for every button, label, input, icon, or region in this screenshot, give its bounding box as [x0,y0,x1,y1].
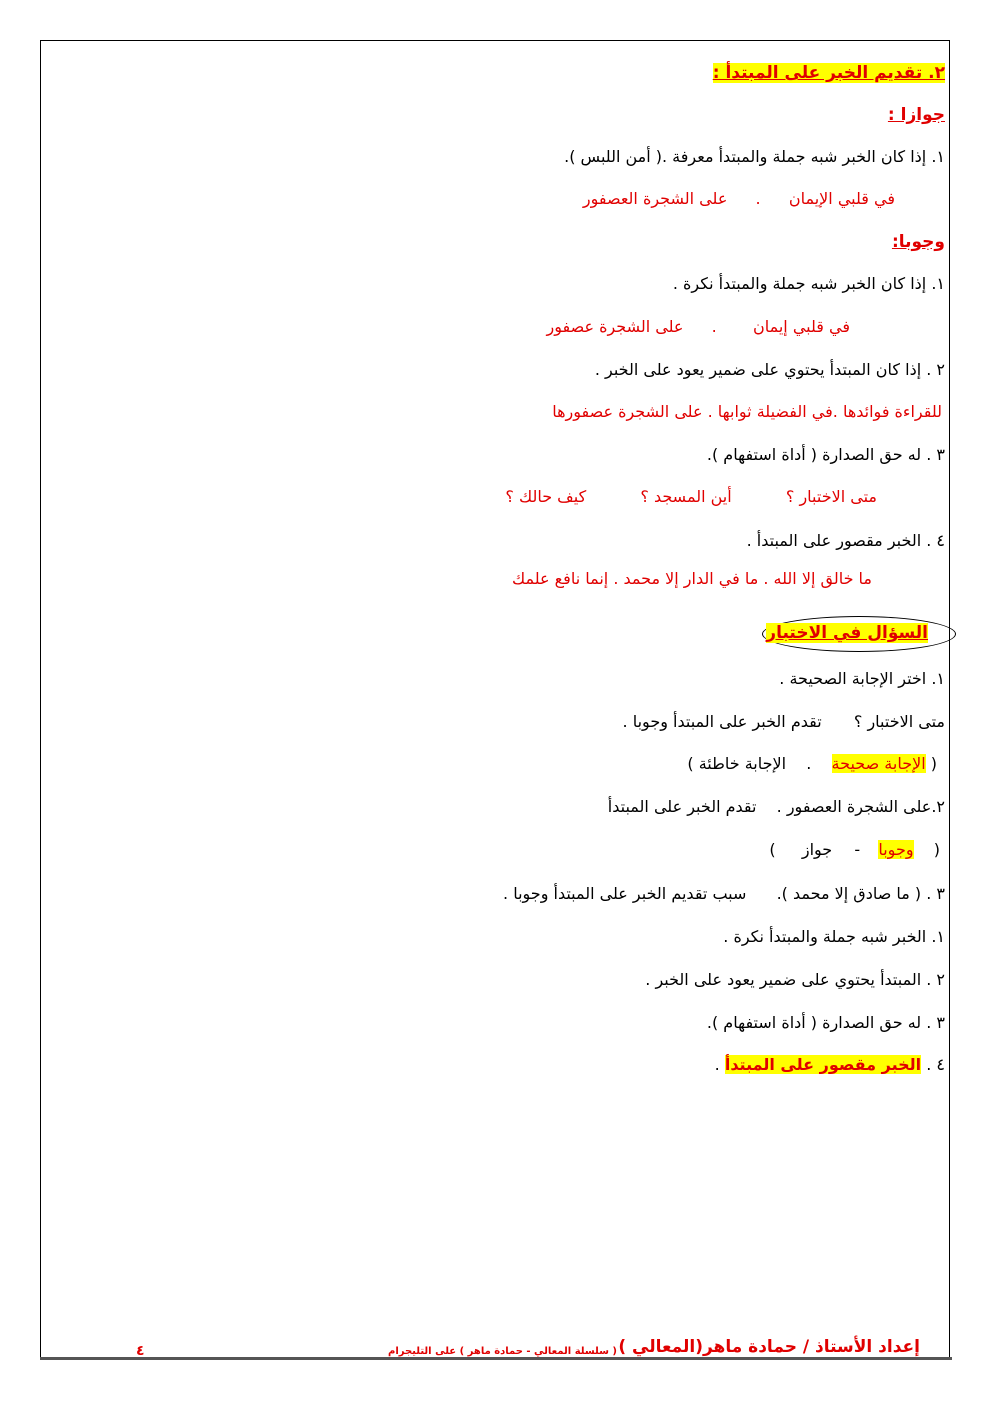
exam-option-2: ٢ . المبتدأ يحتوي على ضمير يعود على الخبر . [645,970,945,989]
wujuban-rule-4-example: ما خالق إلا الله . ما في الدار إلا محمد . إنما نافع علمك [511,569,872,588]
exam-question-2-choices [769,839,940,861]
wujuban-rule-3: ٣ . له حق الصدارة ( أداة استفهام ). [706,445,945,464]
jawazan-heading [888,104,945,126]
wujuban-rule-3-example-a: متى الاختبار ؟ [785,487,877,506]
exam-heading [766,622,928,644]
exam-question-2-other-answer: جواز [801,840,833,859]
wujuban-heading [892,231,945,253]
exam-option-4-correct-answer: الخبر مقصور على المبتدأ [724,1055,922,1074]
exam-question-3 [503,883,945,905]
exam-question-1-part-b: تقدم الخبر على المبتدأ وجوبا . [622,712,822,731]
jawazan-example [583,188,895,210]
exam-option-1: ١. الخبر شبه جملة والمبتدأ نكرة . [723,927,945,946]
exam-question-2-part-a: ٢.على الشجرة العصفور . [776,797,945,816]
exam-question-1-statement [623,711,945,733]
exam-question-2-sep: - [854,840,861,859]
exam-option-3: ٣ . له حق الصدارة ( أداة استفهام ). [706,1013,945,1032]
wujuban-rule-4: ٤ . الخبر مقصور على المبتدأ . [746,531,945,550]
exam-question-1-part-a: متى الاختبار ؟ [853,712,945,731]
exam-question-2 [608,796,945,818]
exam-question-2-correct-answer: وجوبا [878,840,914,859]
wujuban-rule-1-example [546,316,850,338]
wujuban-rule-1-example-sep: . [711,317,717,336]
wujuban-rule-3-example-b: أين المسجد ؟ [640,487,732,506]
page-number: ٤ [136,1343,145,1359]
exam-question-3-part-a: ٣ . ( ما صادق إلا محمد ). [776,884,945,903]
footer-series: ( سلسلة المعالي - حمادة ماهر ) على التليجرام [388,1346,617,1357]
page-border [40,40,950,1360]
exam-question-1-sep: . [806,754,812,773]
exam-option-4 [715,1054,945,1076]
jawazan-example-sep: . [755,189,761,208]
wujuban-heading-text: وجوبا: [891,232,945,252]
footer-author: إعداد الأستاذ / حمادة ماهر(المعالي ) [618,1337,920,1357]
jawazan-rule-1: ١. إذا كان الخبر شبه جملة والمبتدأ معرفة .( أمن اللبس ). [564,147,945,166]
exam-question-1-correct-answer: الإجابة صحيحة [831,754,926,773]
exam-option-4-end: . [714,1055,720,1074]
jawazan-heading-text: جوازا : [887,105,945,125]
jawazan-example-a: في قلبي الإيمان [788,189,895,208]
exam-question-1-wrong-answer: الإجابة خاطئة ) [687,754,787,773]
wujuban-rule-3-example-c: كيف حالك ؟ [505,487,587,506]
wujuban-rule-1-example-a: في قلبي إيمان [752,317,850,336]
exam-question-3-part-b: سبب تقديم الخبر على المبتدأ وجوبا . [503,884,747,903]
bottom-rule [40,1357,952,1360]
wujuban-rule-1: ١. إذا كان الخبر شبه جملة والمبتدأ نكرة . [672,274,945,293]
exam-question-1-open-paren: ( [930,754,937,773]
jawazan-example-b: على الشجرة العصفور [582,189,728,208]
wujuban-rule-3-example [505,486,877,508]
section-title [713,62,945,84]
exam-question-1-choices [687,753,937,775]
wujuban-rule-1-example-b: على الشجرة عصفور [546,317,684,336]
wujuban-rule-2: ٢ . إذا كان المبتدأ يحتوي على ضمير يعود على الخبر . [594,360,945,379]
exam-option-4-number: ٤ . [926,1055,945,1074]
exam-question-2-close-paren: ) [769,840,776,859]
wujuban-rule-2-example: للقراءة فوائدها .في الفضيلة ثوابها . على الشجرة عصفورها [552,402,942,421]
exam-question-2-open-paren: ( [933,840,940,859]
exam-question-1: ١. اختر الإجابة الصحيحة . [779,669,945,688]
exam-heading-text: السؤال في الاختبار [766,623,928,643]
section-title-text: ٢. تقديم الخبر على المبتدأ : [712,63,945,83]
exam-question-2-part-b: تقدم الخبر على المبتدأ [607,797,757,816]
